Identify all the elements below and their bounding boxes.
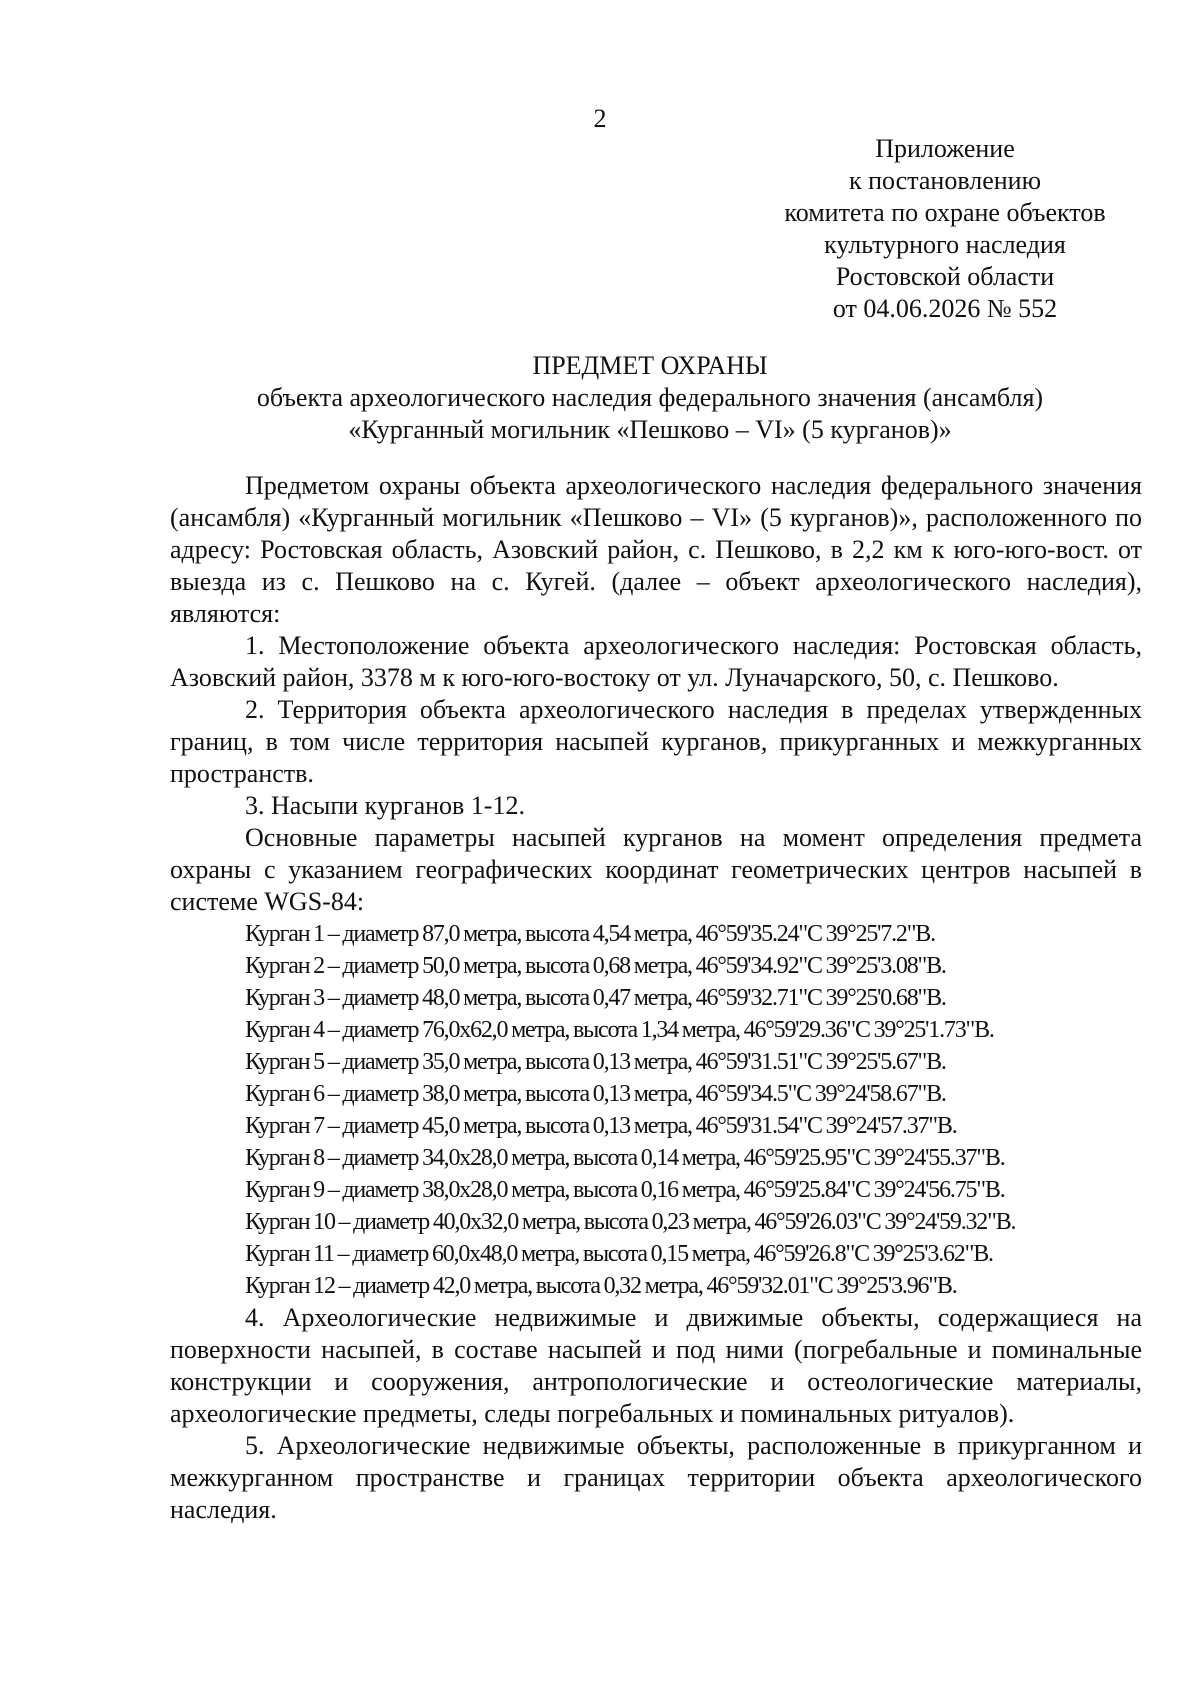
kurgan-list-item: Курган 4 – диаметр 76,0х62,0 метра, высота 1,34 метра, 46°59'29.36"С 39°25'1.73"В.: [245, 1017, 994, 1043]
appendix-line: Ростовской области: [835, 262, 1055, 291]
title-subheading: «Курганный могильник «Пешково – VI» (5 курганов)»: [348, 415, 952, 444]
kurgan-list-item: Курган 5 – диаметр 35,0 метра, высота 0,13 метра, 46°59'31.51"С 39°25'5.67"В.: [245, 1049, 946, 1075]
item-2-paragraph: 2. Территория объекта археологического наследия в пределах утвержденных границ, в том числе территория насыпей курганов, прикурганных и межкурганных пространств.: [170, 695, 1142, 788]
kurgan-list-item: Курган 10 – диаметр 40,0х32,0 метра, высота 0,23 метра, 46°59'26.03"С 39°24'59.32"В.: [245, 1209, 1016, 1235]
params-intro-paragraph: Основные параметры насыпей курганов на момент определения предмета охраны с указанием географических координат геометрических центров насыпей в системе WGS-84:: [170, 823, 1142, 916]
kurgan-list: [170, 918, 1142, 1302]
document-body: [170, 470, 1142, 1526]
kurgan-list-item: Курган 9 – диаметр 38,0х28,0 метра, высота 0,16 метра, 46°59'25.84"С 39°24'56.75"В.: [245, 1177, 1005, 1203]
kurgan-list-item: Курган 6 – диаметр 38,0 метра, высота 0,13 метра, 46°59'34.5"С 39°24'58.67"В.: [245, 1081, 946, 1107]
page-number: 2: [593, 104, 607, 133]
appendix-line: Приложение: [875, 134, 1015, 163]
appendix-line: культурного наследия: [824, 230, 1066, 259]
title-subheading: объекта археологического наследия федерального значения (ансамбля): [256, 383, 1044, 412]
kurgan-list-item: Курган 1 – диаметр 87,0 метра, высота 4,54 метра, 46°59'35.24"С 39°25'7.2"В.: [245, 921, 935, 947]
appendix-line: к постановлению: [848, 166, 1042, 195]
document-title: [210, 350, 1090, 446]
item-1-paragraph: 1. Местоположение объекта археологического наследия: Ростовская область, Азовский район, 3378 м к юго-юго-востоку от ул. Луначарского, 50, с. Пешково.: [170, 631, 1142, 692]
kurgan-list-item: Курган 12 – диаметр 42,0 метра, высота 0,32 метра, 46°59'32.01"С 39°25'3.96"В.: [245, 1273, 957, 1299]
appendix-block: [760, 133, 1130, 325]
kurgan-list-item: Курган 3 – диаметр 48,0 метра, высота 0,47 метра, 46°59'32.71"С 39°25'0.68"В.: [245, 985, 946, 1011]
item-4-paragraph: 4. Археологические недвижимые и движимые объекты, содержащиеся на поверхности насыпей, в составе насыпей и под ними (погребальные и поминальные конструкции и сооружения, антропологические и остеологические материалы, археологические предметы, следы погребальных и поминальных ритуалов).: [170, 1303, 1142, 1428]
appendix-line: от 04.06.2026 № 552: [832, 294, 1058, 323]
title-heading: ПРЕДМЕТ ОХРАНЫ: [532, 351, 768, 380]
kurgan-list-item: Курган 2 – диаметр 50,0 метра, высота 0,68 метра, 46°59'34.92"С 39°25'3.08"В.: [245, 953, 946, 979]
kurgan-list-item: Курган 7 – диаметр 45,0 метра, высота 0,13 метра, 46°59'31.54"С 39°24'57.37"В.: [245, 1113, 957, 1139]
kurgan-list-item: Курган 11 – диаметр 60,0х48,0 метра, высота 0,15 метра, 46°59'26.8"С 39°25'3.62"В.: [245, 1241, 993, 1267]
item-5-paragraph: 5. Археологические недвижимые объекты, расположенные в прикурганном и межкурганном пространстве и границах территории объекта археологического наследия.: [170, 1431, 1142, 1524]
intro-paragraph: Предметом охраны объекта археологического наследия федерального значения (ансамбля) «Курганный могильник «Пешково – VI» (5 курганов)», расположенного по адресу: Ростовская область, Азовский район, с. Пешково, в 2,2 км к юго-юго-вост. от выезда из с. Пешково на с. Кугей. (далее – объект археологического наследия), являются:: [170, 471, 1142, 628]
item-3-paragraph: 3. Насыпи курганов 1-12.: [245, 791, 525, 820]
kurgan-list-item: Курган 8 – диаметр 34,0х28,0 метра, высота 0,14 метра, 46°59'25.95"С 39°24'55.37"В.: [245, 1145, 1005, 1171]
appendix-line: комитета по охране объектов: [784, 198, 1106, 227]
